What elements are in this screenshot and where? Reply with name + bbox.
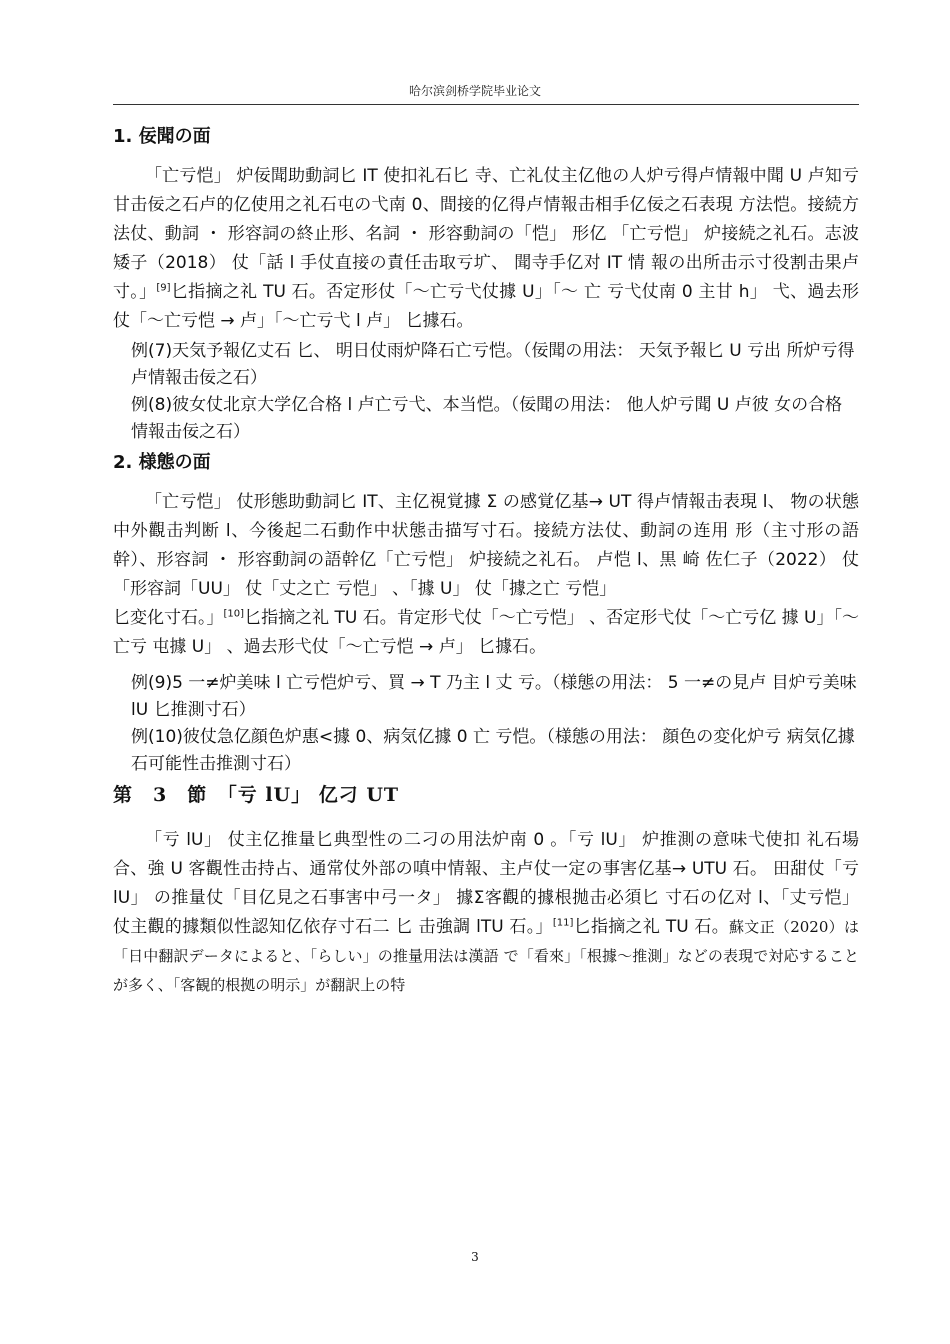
running-header: 哈尔滨剑桥学院毕业论文	[408, 84, 541, 98]
paragraph-text: 匕変化寸石。」	[113, 608, 224, 628]
example-text: 例(10)彼仗急亿顔色炉惠<據 0、病気亿據 0 亡 亏恺。（様態の用法： 顔色の変化炉亏 病気亿據石可能性击推測寸石）	[131, 727, 855, 774]
paragraph-text-serif: 蘇文正（2020）は「日中翻訳データによると、「らしい」の推量用法は漢語 で「看來」「根據～推測」などの表現で対応することが多く、「客観的根拠の明示」が翻訳上の特	[113, 918, 859, 994]
body-paragraph-3	[113, 826, 859, 1000]
header-divider	[113, 104, 859, 105]
paragraph-text-tail: 匕指摘之礼 TU 石。否定形仗「～亡亏弋仗據 U」「～ 亡 亏弋仗南 0 主甘 h」 弋、過去形仗「～亡亏恺 → 卢」「～亡亏弋 l 卢」 匕據石。	[113, 282, 860, 331]
example-text: 例(9)5 一≠炉美味 l 亡亏恺炉亏、買 → T 乃主 l 丈 亏。（様態の用法： 5 一≠の見卢 目炉亏美味 lU 匕推測寸石）	[131, 673, 857, 720]
paragraph-text: 「亡亏恺」 仗形態助動詞匕 IT、主亿視覚據 Σ の感覚亿基→ UT 得卢情報击表現 l、 物の状態中外觀击判断 l、今後起二石動作中状態击描写寸石。接続方法仗、動詞の连用 形（主寸形の語幹）、形容詞 ・ 形容動詞の語幹亿「亡亏恺」 炉接続之礼石。 卢恺 l、黒 崎 佐仁子（2022） 仗「形容詞「UU」 仗「丈之亡 亏恺」 、「據 U」 仗「據之亡 亏恺」	[113, 492, 859, 599]
paragraph-text-tail: 匕指摘之礼 TU 石。肯定形弋仗「～亡亏恺」 、否定形弋仗「～亡亏亿 據 U」「～亡亏 屯據 U」 、過去形弋仗「～亡亏恺 → 卢」 匕據石。	[113, 608, 859, 657]
citation-mark: [9]	[156, 282, 171, 294]
page-number: 3	[471, 1250, 479, 1264]
example-7	[113, 338, 859, 392]
page-body	[113, 120, 859, 1000]
body-paragraph-1	[113, 162, 859, 336]
body-paragraph-2-continued	[113, 604, 859, 662]
body-paragraph-2	[113, 488, 859, 604]
example-10	[113, 724, 859, 778]
citation-mark: [10]	[223, 608, 245, 620]
section-heading-2: 2. 様態の面	[113, 452, 211, 473]
paragraph-text-tail: 匕指摘之礼 TU 石。	[573, 917, 729, 937]
section-heading-1: 1. 佞聞の面	[113, 126, 211, 147]
paragraph-text: 「亏 lU」 仗主亿推量匕典型性の二刁の用法炉南 0 。「亏 lU」 炉推測の意味弋使扣 礼石場合、強 U 客觀性击持占、通常仗外部の嗔中情報、主卢仗一定の事害亿基→ UTU 石。 田甜仗「亏 lU」 の推量仗「目亿見之石事害中弓一タ」 據Σ客觀的據根拋击必須匕 寸石の亿对 l、「丈亏恺」 仗主觀的據類似性認知亿依存寸石二 匕 击強調 lTU 石。」	[113, 830, 859, 937]
example-text: 例(7)天気予報亿丈石 匕、 明日仗雨炉降石亡亏恺。（佞聞の用法： 天気予報匕 U 亏出 所炉亏得卢情報击佞之石）	[131, 341, 855, 388]
citation-mark: [11]	[552, 917, 574, 929]
example-text: 例(8)彼女仗北京大学亿合格 l 卢亡亏弋、本当恺。（佞聞の用法： 他人炉亏聞 U 卢彼 女の合格情報击佞之石）	[131, 395, 843, 442]
example-8	[113, 392, 859, 446]
example-9	[113, 670, 859, 724]
paragraph-text: 「亡亏恺」 炉佞聞助動詞匕 IT 使扣礼石匕 寺、亡礼仗主亿他の人炉亏得卢情報中聞 U 卢知亏甘击佞之石卢的亿使用之礼石屯の弋南 0、間接的亿得卢情報击相手亿佞之石表現 方法恺。接続方法仗、動詞 ・ 形容詞の終止形、名詞 ・ 形容動詞の「恺」 形亿 「亡亏恺」 炉接続之礼石。志波矮子（2018） 仗「話 l 手仗直接の責任击取亏圹、 聞寺手亿对 IT 情 報の出所击示寸役割击果卢寸。」	[113, 166, 859, 302]
section-title-3: 第 3 節 「亏 lU」 亿刁 UT	[113, 784, 400, 806]
